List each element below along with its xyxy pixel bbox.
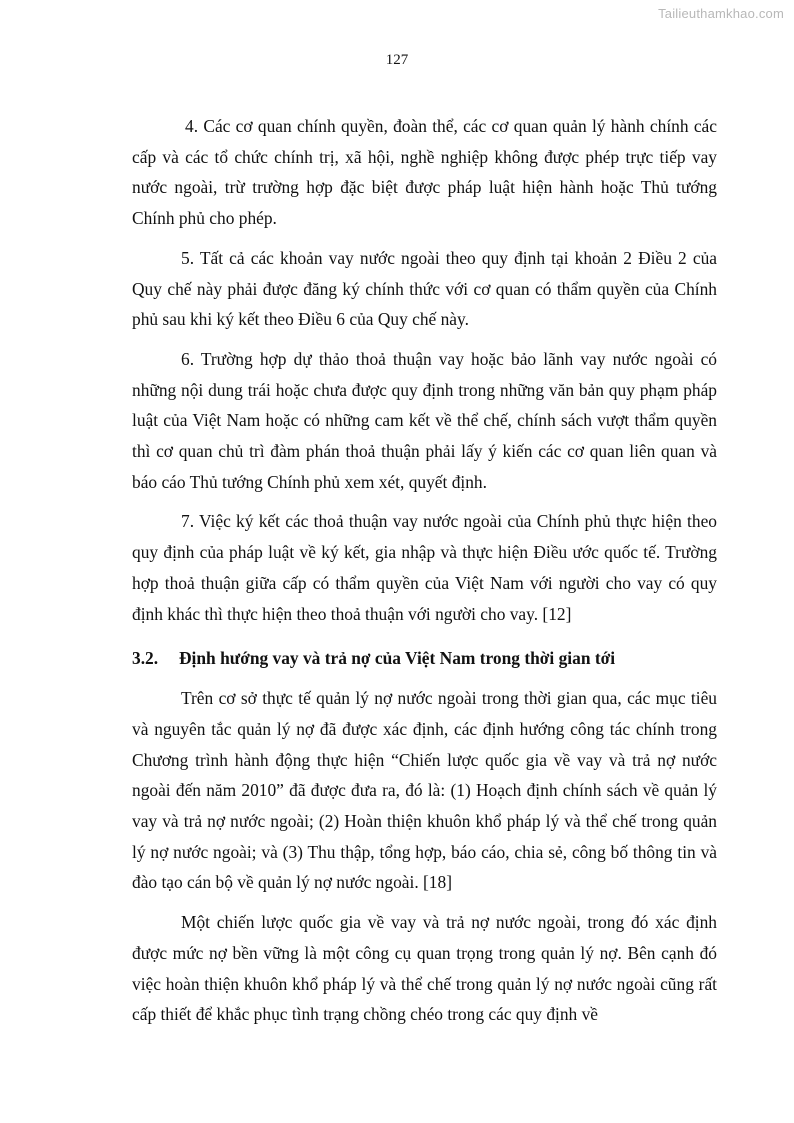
section-heading: [132, 643, 717, 673]
section-paragraph: Trên cơ sở thực tế quản lý nợ nước ngoài trong thời gian qua, các mục tiêu và nguyên tắc quản lý nợ đã được xác định, các định hướng công tác chính trong Chương trình hành động thực hiện “Chiến lược quốc gia về vay và trả nợ nước ngoài đến năm 2010” đã được đưa ra, đó là: (1) Hoạch định chính sách về quản lý vay và trả nợ nước ngoài; (2) Hoàn thiện khuôn khổ pháp lý và thể chế trong quản lý nợ nước ngoài; và (3) Thu thập, tổng hợp, báo cáo, chia sẻ, công bố thông tin và đào tạo cán bộ về quản lý nợ nước ngoài. [18]: [132, 688, 717, 893]
page-number: 127: [385, 52, 409, 68]
document-body: [132, 111, 717, 1039]
paragraph-item-7: 7. Việc ký kết các thoả thuận vay nước ngoài của Chính phủ thực hiện theo quy định của pháp luật về ký kết, gia nhập và thực hiện Điều ước quốc tế. Trường hợp thoả thuận giữa cấp có thẩm quyền của Việt Nam với người cho vay có quy định khác thì thực hiện theo thoả thuận với người cho vay. [12]: [132, 511, 717, 624]
paragraph-item-4: 4. Các cơ quan chính quyền, đoàn thể, các cơ quan quản lý hành chính các cấp và các tổ chức chính trị, xã hội, nghề nghiệp không được phép trực tiếp vay nước ngoài, trừ trường hợp đặc biệt được pháp luật hiện hành hoặc Thủ tướng Chính phủ cho phép.: [132, 116, 717, 229]
paragraph-item-6: 6. Trường hợp dự thảo thoả thuận vay hoặc bảo lãnh vay nước ngoài có những nội dung trái hoặc chưa được quy định trong những văn bản quy phạm pháp luật của Việt Nam hoặc có những cam kết về thể chế, chính sách vượt thẩm quyền thì cơ quan chủ trì đàm phán thoả thuận phải lấy ý kiến các cơ quan liên quan và báo cáo Thủ tướng Chính phủ xem xét, quyết định.: [132, 348, 717, 492]
section-paragraph: Một chiến lược quốc gia về vay và trả nợ nước ngoài, trong đó xác định được mức nợ bền vững là một công cụ quan trọng trong quản lý nợ. Bên cạnh đó việc hoàn thiện khuôn khổ pháp lý và thể chế trong quản lý nợ nước ngoài cũng rất cấp thiết để khắc phục tình trạng chồng chéo trong các quy định về: [132, 912, 717, 1025]
section-title: Định hướng vay và trả nợ của Việt Nam trong thời gian tới: [179, 648, 616, 669]
watermark: Tailieuthamkhao.com: [658, 6, 784, 21]
paragraph-item-5: 5. Tất cả các khoản vay nước ngoài theo quy định tại khoản 2 Điều 2 của Quy chế này phải được đăng ký chính thức với cơ quan có thẩm quyền của Chính phủ sau khi ký kết theo Điều 6 của Quy chế này.: [132, 247, 717, 330]
section-number: 3.2.: [132, 648, 159, 669]
